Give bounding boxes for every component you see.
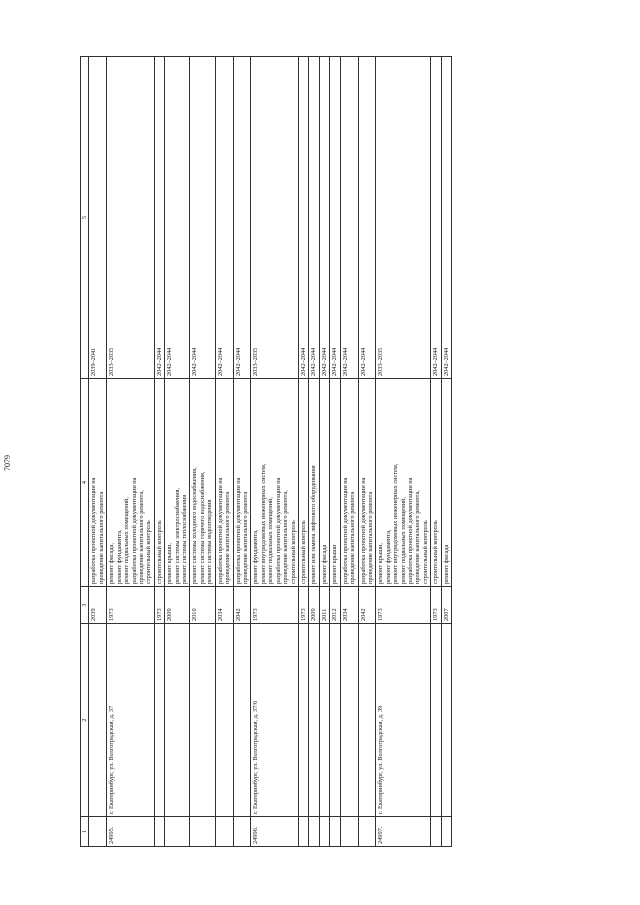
address-cell <box>441 624 451 817</box>
work-type-line: ремонт крыши <box>331 544 339 584</box>
row-number-cell <box>431 817 441 847</box>
address-cell <box>215 624 233 817</box>
repair-schedule-table <box>80 56 452 847</box>
work-type-cell <box>233 379 251 587</box>
year-cell: 2042 <box>233 587 251 624</box>
header-col-1: 1 <box>81 817 89 847</box>
page-number: 7079 <box>3 455 12 471</box>
work-type-line: строительный контроль <box>289 520 297 584</box>
work-type-line: проведение капитального ремонта, <box>282 490 290 584</box>
period-cell: 2042–2044 <box>319 57 329 379</box>
table-row <box>298 57 308 847</box>
work-type-line: проведение капитального ремонта <box>224 491 232 584</box>
row-number-cell <box>233 817 251 847</box>
year-cell: 2009 <box>165 587 190 624</box>
address-cell <box>431 624 441 817</box>
work-type-line: проведение капитального ремонта, <box>414 490 422 584</box>
address-cell <box>190 624 215 817</box>
table-row <box>251 57 299 847</box>
work-type-cell <box>251 379 299 587</box>
work-type-cell <box>340 379 358 587</box>
row-number-cell <box>215 817 233 847</box>
work-type-cell <box>330 379 340 587</box>
row-number-cell <box>190 817 215 847</box>
work-type-line: проведение капитального ремонта <box>349 491 357 584</box>
table-row <box>215 57 233 847</box>
work-type-line: проведение капитального ремонта <box>97 491 105 584</box>
work-type-line: проведение капитального ремонта, <box>137 490 145 584</box>
address-cell <box>319 624 329 817</box>
year-cell: 2039 <box>89 587 107 624</box>
row-number-cell: 24996. <box>251 817 299 847</box>
work-type-line: разработка проектной документации на <box>216 477 224 584</box>
table-row <box>165 57 190 847</box>
address-cell <box>330 624 340 817</box>
address-cell <box>309 624 319 817</box>
period-cell: 2042–2044 <box>154 57 164 379</box>
work-type-line: ремонт подвальных помещений, <box>399 497 407 584</box>
work-type-cell <box>215 379 233 587</box>
work-type-cell <box>154 379 164 587</box>
address-cell <box>298 624 308 817</box>
row-number-cell <box>165 817 190 847</box>
work-type-cell <box>89 379 107 587</box>
work-type-line: проведение капитального ремонта <box>242 491 250 584</box>
year-cell: 1973 <box>298 587 308 624</box>
period-cell: 2042–2044 <box>190 57 215 379</box>
work-type-line: разработка проектной документации на <box>359 477 367 584</box>
work-type-line: строительный контроль <box>432 520 440 584</box>
work-type-line: ремонт внутридомовых инженерных систем, <box>259 463 267 584</box>
year-cell: 2034 <box>215 587 233 624</box>
table-row <box>358 57 376 847</box>
work-type-cell <box>431 379 441 587</box>
table-row <box>107 57 155 847</box>
period-cell: 2039–2041 <box>89 57 107 379</box>
row-number-cell <box>309 817 319 847</box>
table-row <box>340 57 358 847</box>
address-cell <box>358 624 376 817</box>
work-type-cell <box>165 379 190 587</box>
year-cell: 2009 <box>309 587 319 624</box>
work-type-line: разработка проектной документации на <box>407 477 415 584</box>
year-cell: 2034 <box>340 587 358 624</box>
work-type-line: ремонт фундамента, <box>384 529 392 584</box>
row-number-cell <box>154 817 164 847</box>
row-number-cell <box>330 817 340 847</box>
table-row <box>233 57 251 847</box>
work-type-line: разработка проектной документации на <box>341 477 349 584</box>
year-cell: 2007 <box>441 587 451 624</box>
work-type-line: ремонт или замена лифтового оборудования <box>310 465 318 584</box>
row-number-cell <box>358 817 376 847</box>
row-number-cell <box>441 817 451 847</box>
work-type-line: ремонт фасада <box>442 544 450 584</box>
table-body <box>89 57 452 847</box>
period-cell: 2042–2044 <box>358 57 376 379</box>
address-cell: г. Екатеринбург, ул. Волгоградская, д. 37/6 <box>251 624 299 817</box>
work-type-line: ремонт системы теплоснабжения <box>181 494 189 584</box>
work-type-line: ремонт внутридомовых инженерных систем, <box>392 463 400 584</box>
year-cell: 1973 <box>251 587 299 624</box>
address-cell <box>154 624 164 817</box>
header-col-3: 3 <box>81 587 89 624</box>
year-cell: 1973 <box>154 587 164 624</box>
table-row <box>319 57 329 847</box>
work-type-line: ремонт крыши, <box>377 542 385 584</box>
address-cell <box>165 624 190 817</box>
work-type-line: ремонт крыши, <box>166 542 174 584</box>
table-row <box>89 57 107 847</box>
header-col-4: 4 <box>81 379 89 587</box>
row-number-cell: 24997. <box>376 817 431 847</box>
year-cell: 1973 <box>431 587 441 624</box>
table-row <box>309 57 319 847</box>
period-cell: 2042–2044 <box>165 57 190 379</box>
address-cell <box>233 624 251 817</box>
work-type-line: разработка проектной документации на <box>274 477 282 584</box>
period-cell: 2042–2044 <box>298 57 308 379</box>
table-row <box>154 57 164 847</box>
address-cell <box>89 624 107 817</box>
work-type-line: ремонт подвальных помещений, <box>123 497 131 584</box>
work-type-cell <box>319 379 329 587</box>
work-type-line: разработка проектной документации на <box>90 477 98 584</box>
table-row <box>190 57 215 847</box>
work-type-line: разработка проектной документации на <box>130 477 138 584</box>
row-number-cell <box>298 817 308 847</box>
work-type-cell <box>358 379 376 587</box>
period-cell: 2042–2044 <box>340 57 358 379</box>
period-cell: 2042–2044 <box>330 57 340 379</box>
row-number-cell <box>89 817 107 847</box>
work-type-line: ремонт фундамента, <box>115 529 123 584</box>
work-type-line: строительный контроль <box>299 520 307 584</box>
address-cell: г. Екатеринбург, ул. Волгоградская, д. 39 <box>376 624 431 817</box>
work-type-line: проведение капитального ремонта <box>366 491 374 584</box>
period-cell: 2042–2044 <box>441 57 451 379</box>
year-cell: 2010 <box>190 587 215 624</box>
work-type-line: ремонт подвальных помещений, <box>267 497 275 584</box>
period-cell: 2042–2044 <box>215 57 233 379</box>
work-type-line: разработка проектной документации на <box>234 477 242 584</box>
table-row <box>441 57 451 847</box>
year-cell: 2042 <box>358 587 376 624</box>
table-header-row <box>81 57 89 847</box>
period-cell: 2042–2044 <box>431 57 441 379</box>
year-cell: 1973 <box>376 587 431 624</box>
work-type-line: ремонт системы водоотведения <box>206 499 214 584</box>
work-type-cell <box>107 379 155 587</box>
address-cell: г. Екатеринбург, ул. Волгоградская, д. 37 <box>107 624 155 817</box>
work-type-cell <box>441 379 451 587</box>
row-number-cell <box>319 817 329 847</box>
work-type-cell <box>376 379 431 587</box>
address-cell <box>340 624 358 817</box>
period-cell: 2042–2044 <box>309 57 319 379</box>
period-cell: 2033–2035 <box>376 57 431 379</box>
row-number-cell: 24995. <box>107 817 155 847</box>
row-number-cell <box>340 817 358 847</box>
period-cell: 2033–2035 <box>107 57 155 379</box>
year-cell: 2012 <box>330 587 340 624</box>
work-type-line: строительный контроль <box>145 520 153 584</box>
work-type-line: ремонт фасада, <box>108 543 116 584</box>
header-col-5: 5 <box>81 57 89 379</box>
year-cell: 1973 <box>107 587 155 624</box>
table-row <box>376 57 431 847</box>
work-type-line: ремонт фасада <box>320 544 328 584</box>
year-cell: 2011 <box>319 587 329 624</box>
period-cell: 2033–2035 <box>251 57 299 379</box>
work-type-cell <box>309 379 319 587</box>
work-type-cell <box>190 379 215 587</box>
work-type-line: строительный контроль <box>155 520 163 584</box>
table-row <box>431 57 441 847</box>
work-type-cell <box>298 379 308 587</box>
work-type-line: строительный контроль <box>421 520 429 584</box>
work-type-line: ремонт фундамента, <box>252 529 260 584</box>
header-col-2: 2 <box>81 624 89 817</box>
table-row <box>330 57 340 847</box>
work-type-line: ремонт системы горячего водоснабжения, <box>198 471 206 584</box>
work-type-line: ремонт системы холодного водоснабжения, <box>191 467 199 584</box>
work-type-line: ремонт системы электроснабжения, <box>173 487 181 584</box>
period-cell: 2042–2044 <box>233 57 251 379</box>
